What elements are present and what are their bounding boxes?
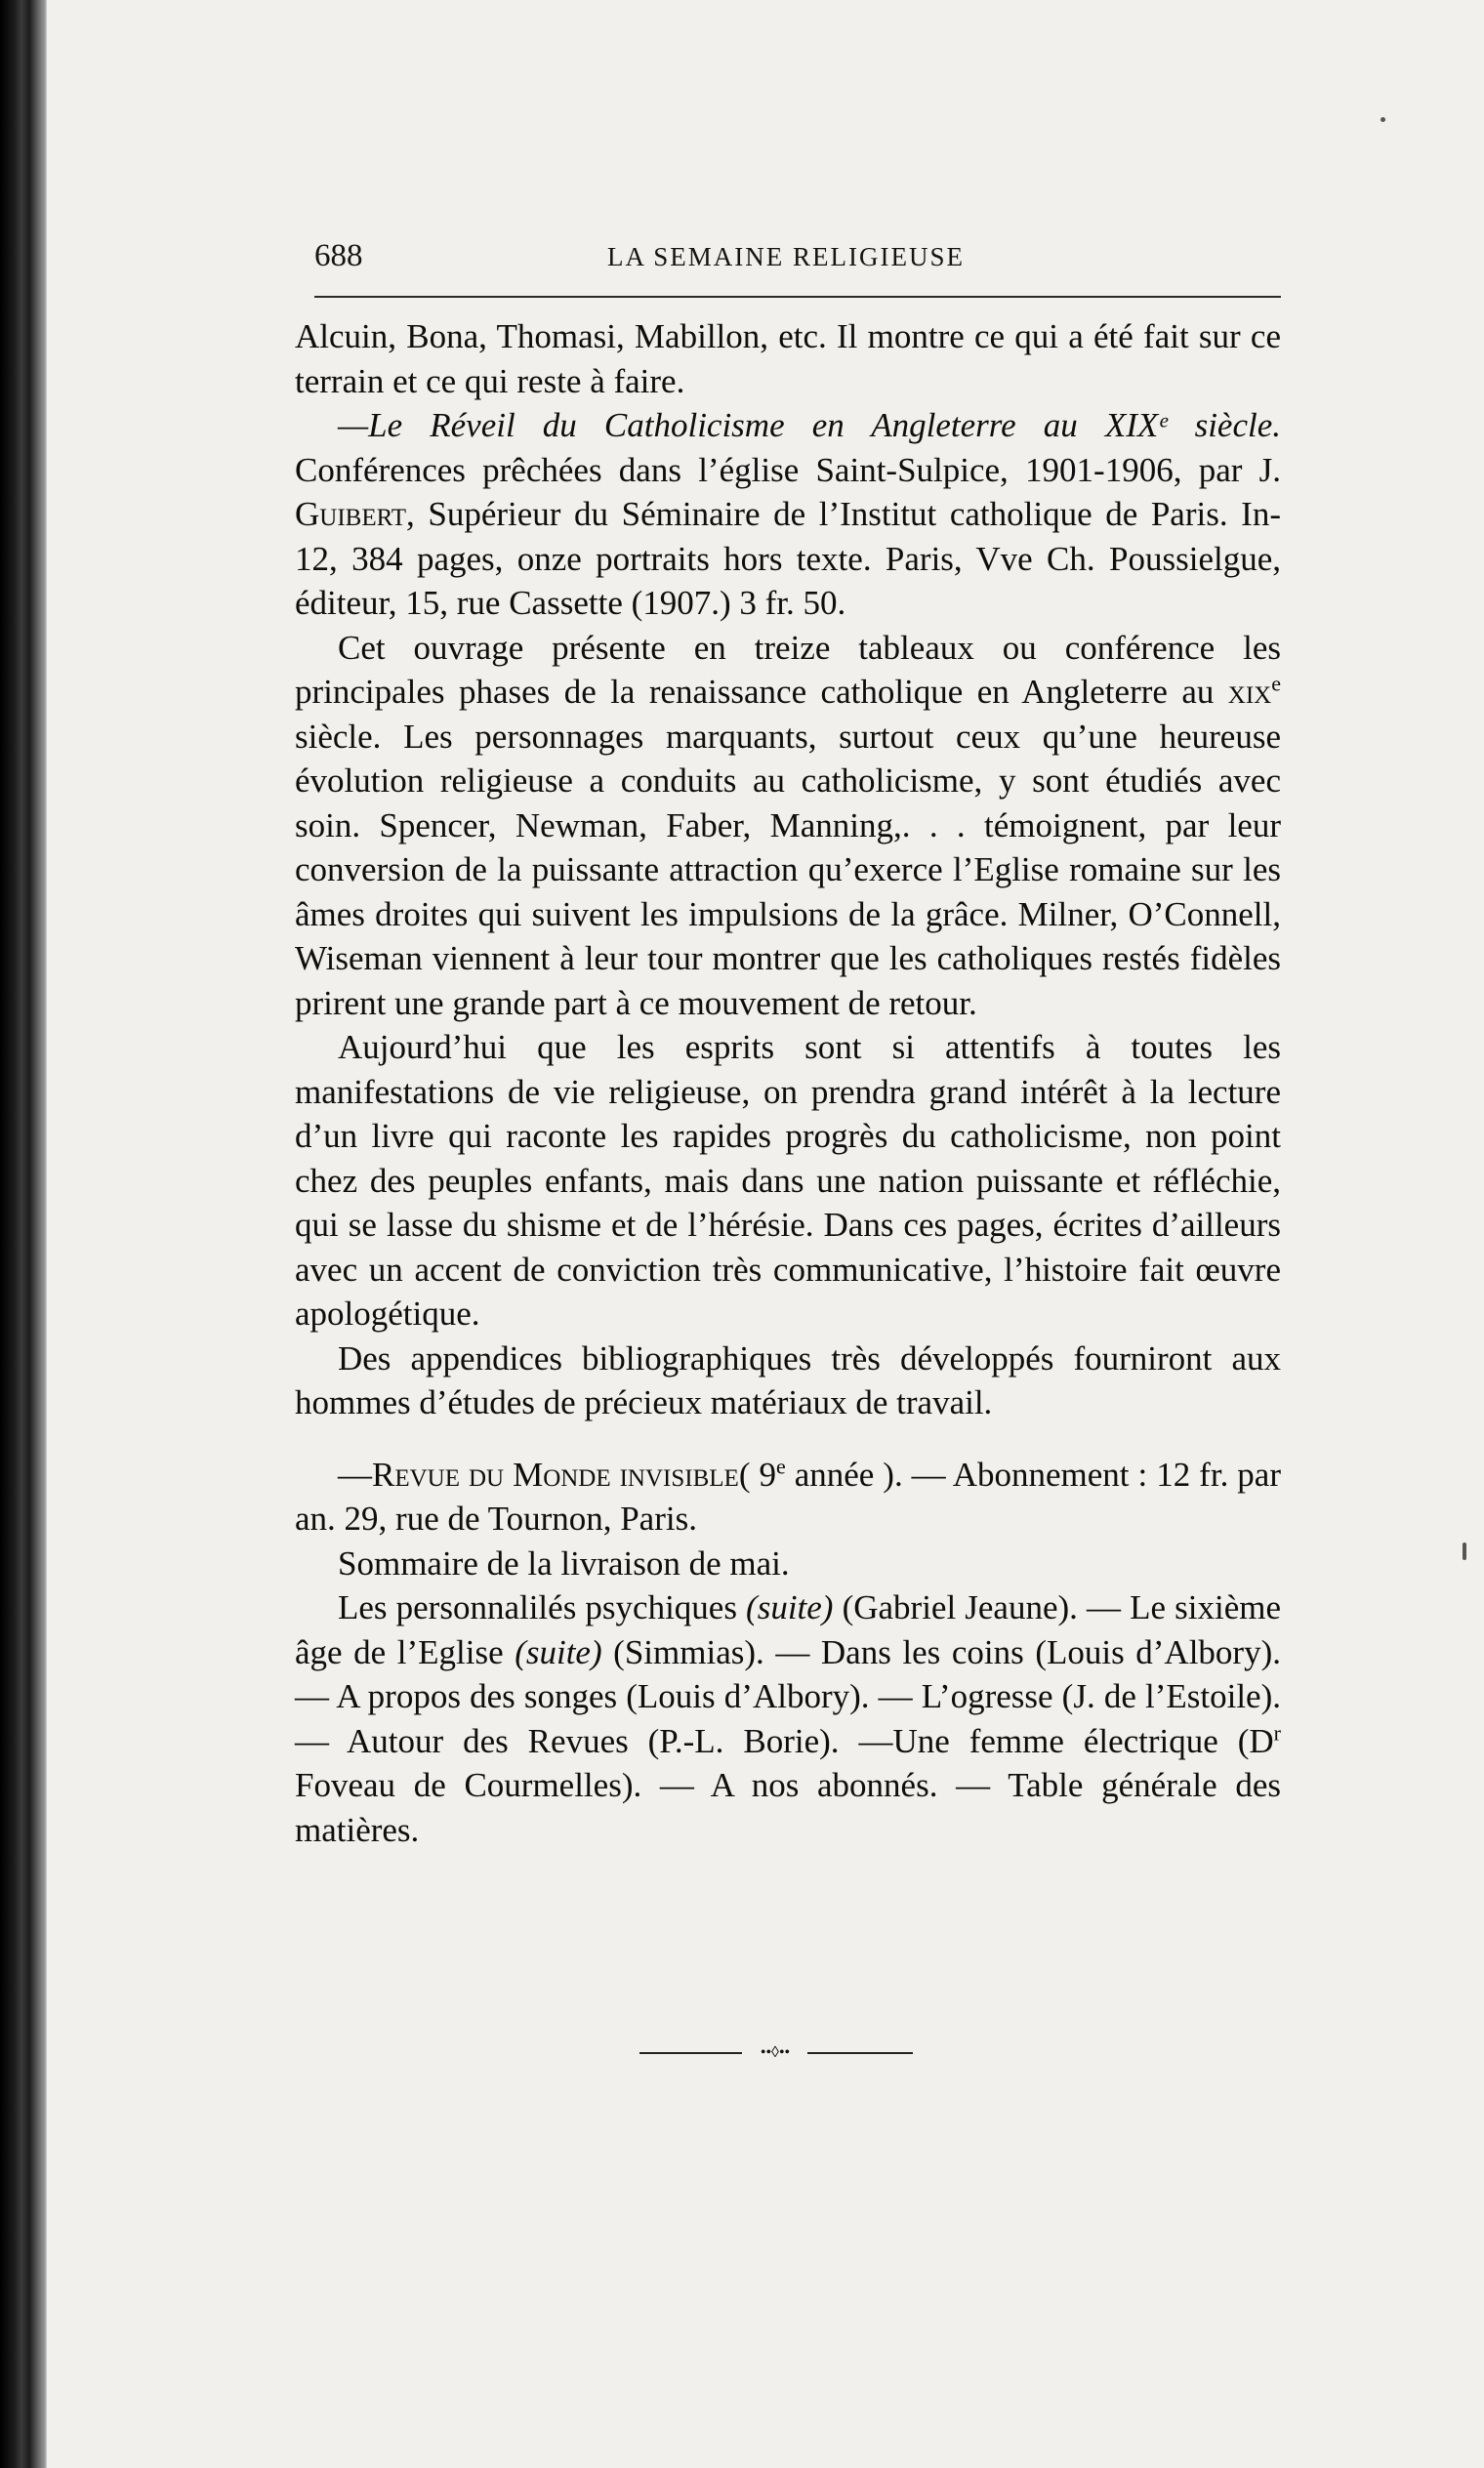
review-entry: —Le Réveil du Catholicisme en Angleterre au XIXᵉ siècle. Conférences prêchées dans l’église Saint-Sulpice, 1901-1906, par J. Guibert, Supérieur du Séminaire de l’Institut catholique de Paris. In-12, 384 pages, onze portraits hors texte. Paris, Vve Ch. Poussielgue, éditeur, 15, rue Cassette (1907.) 3 fr. 50. — [295, 406, 1281, 622]
paragraph: Des appendices bibliographiques très développés fourniront aux hommes d’études de précieux matériaux de travail. — [295, 1338, 1281, 1421]
paper-speck — [1381, 117, 1385, 122]
ornament-glyph: ••◊•• — [760, 2044, 791, 2061]
page-text — [295, 314, 1281, 1852]
header-rule — [314, 296, 1281, 298]
review-entry: —Revue du Monde invisible( 9e année ). — Abonnement : 12 fr. par an. 29, rue de Tournon, Paris. — [295, 1453, 1281, 1538]
book-title: Le Réveil du Catholicisme en Angleterre au XIXᵉ siècle. — [368, 406, 1281, 444]
author-name: Guibert — [295, 495, 407, 533]
ornament-line-left — [639, 2052, 742, 2054]
paragraph-continued: Alcuin, Bona, Thomasi, Mabillon, etc. Il montre ce qui a été fait sur ce terrain et ce qui reste à faire. — [295, 317, 1281, 400]
book-binding-edge — [0, 0, 47, 2468]
paragraph: Cet ouvrage présente en treize tableaux ou conférence les principales phases de la renaissance catholique en Angleterre au xix$^e$ siècle. Les personnages marquants, surtout ceux qu’une heureuse évolution religieuse a conduits au catholicisme, y sont étudiés avec soin. Spencer, Newman, Faber, Manning,. . . témoignent, par leur conversion de la puissante attraction qu’exerce l’Eglise romaine sur les âmes droites qui suivent les impulsions de la grâce. Milner, O’Connell, Wiseman viennent à leur tour montrer que les catholiques restés fidèles prirent une grande part à ce mouvement de retour. — [295, 628, 1281, 1022]
journal-title: Revue du Monde invisible — [372, 1455, 739, 1494]
ornament-line-right — [807, 2052, 913, 2054]
summary-title: Sommaire de la livraison de mai. — [338, 1543, 790, 1583]
running-title: LA SEMAINE RELIGIEUSE — [607, 242, 965, 271]
page-header — [314, 238, 1278, 293]
summary-contents: Les personnalilés psychiques (suite) (Gabriel Jeaune). — Le sixième âge de l’Eglise (suite) (Simmias). — Dans les coins (Louis d’Albory). — A propos des songes (Louis d’Albory). — L’ogresse (J. de l’Estoile). — Autour des Revues (P.-L. Borie). —Une femme électrique ($D^r$ Foveau de Courmelles). — A nos abonnés. — Table générale des matières. — [295, 1588, 1281, 1849]
section-ornament — [639, 2043, 913, 2063]
paper-speck — [1463, 1542, 1466, 1560]
page-number: 688 — [314, 238, 363, 273]
paragraph: Aujourd’hui que les esprits sont si attentifs à toutes les manifestations de vie religieuse, on prendra grand intérêt à la lecture d’un livre qui raconte les rapides progrès du catholicisme, non point chez des peuples enfants, mais dans une nation puissante et réfléchie, qui se lasse du shisme et de l’hérésie. Dans ces pages, écrites d’ailleurs avec un accent de conviction très communicative, l’histoire fait œuvre apologétique. — [295, 1028, 1281, 1333]
